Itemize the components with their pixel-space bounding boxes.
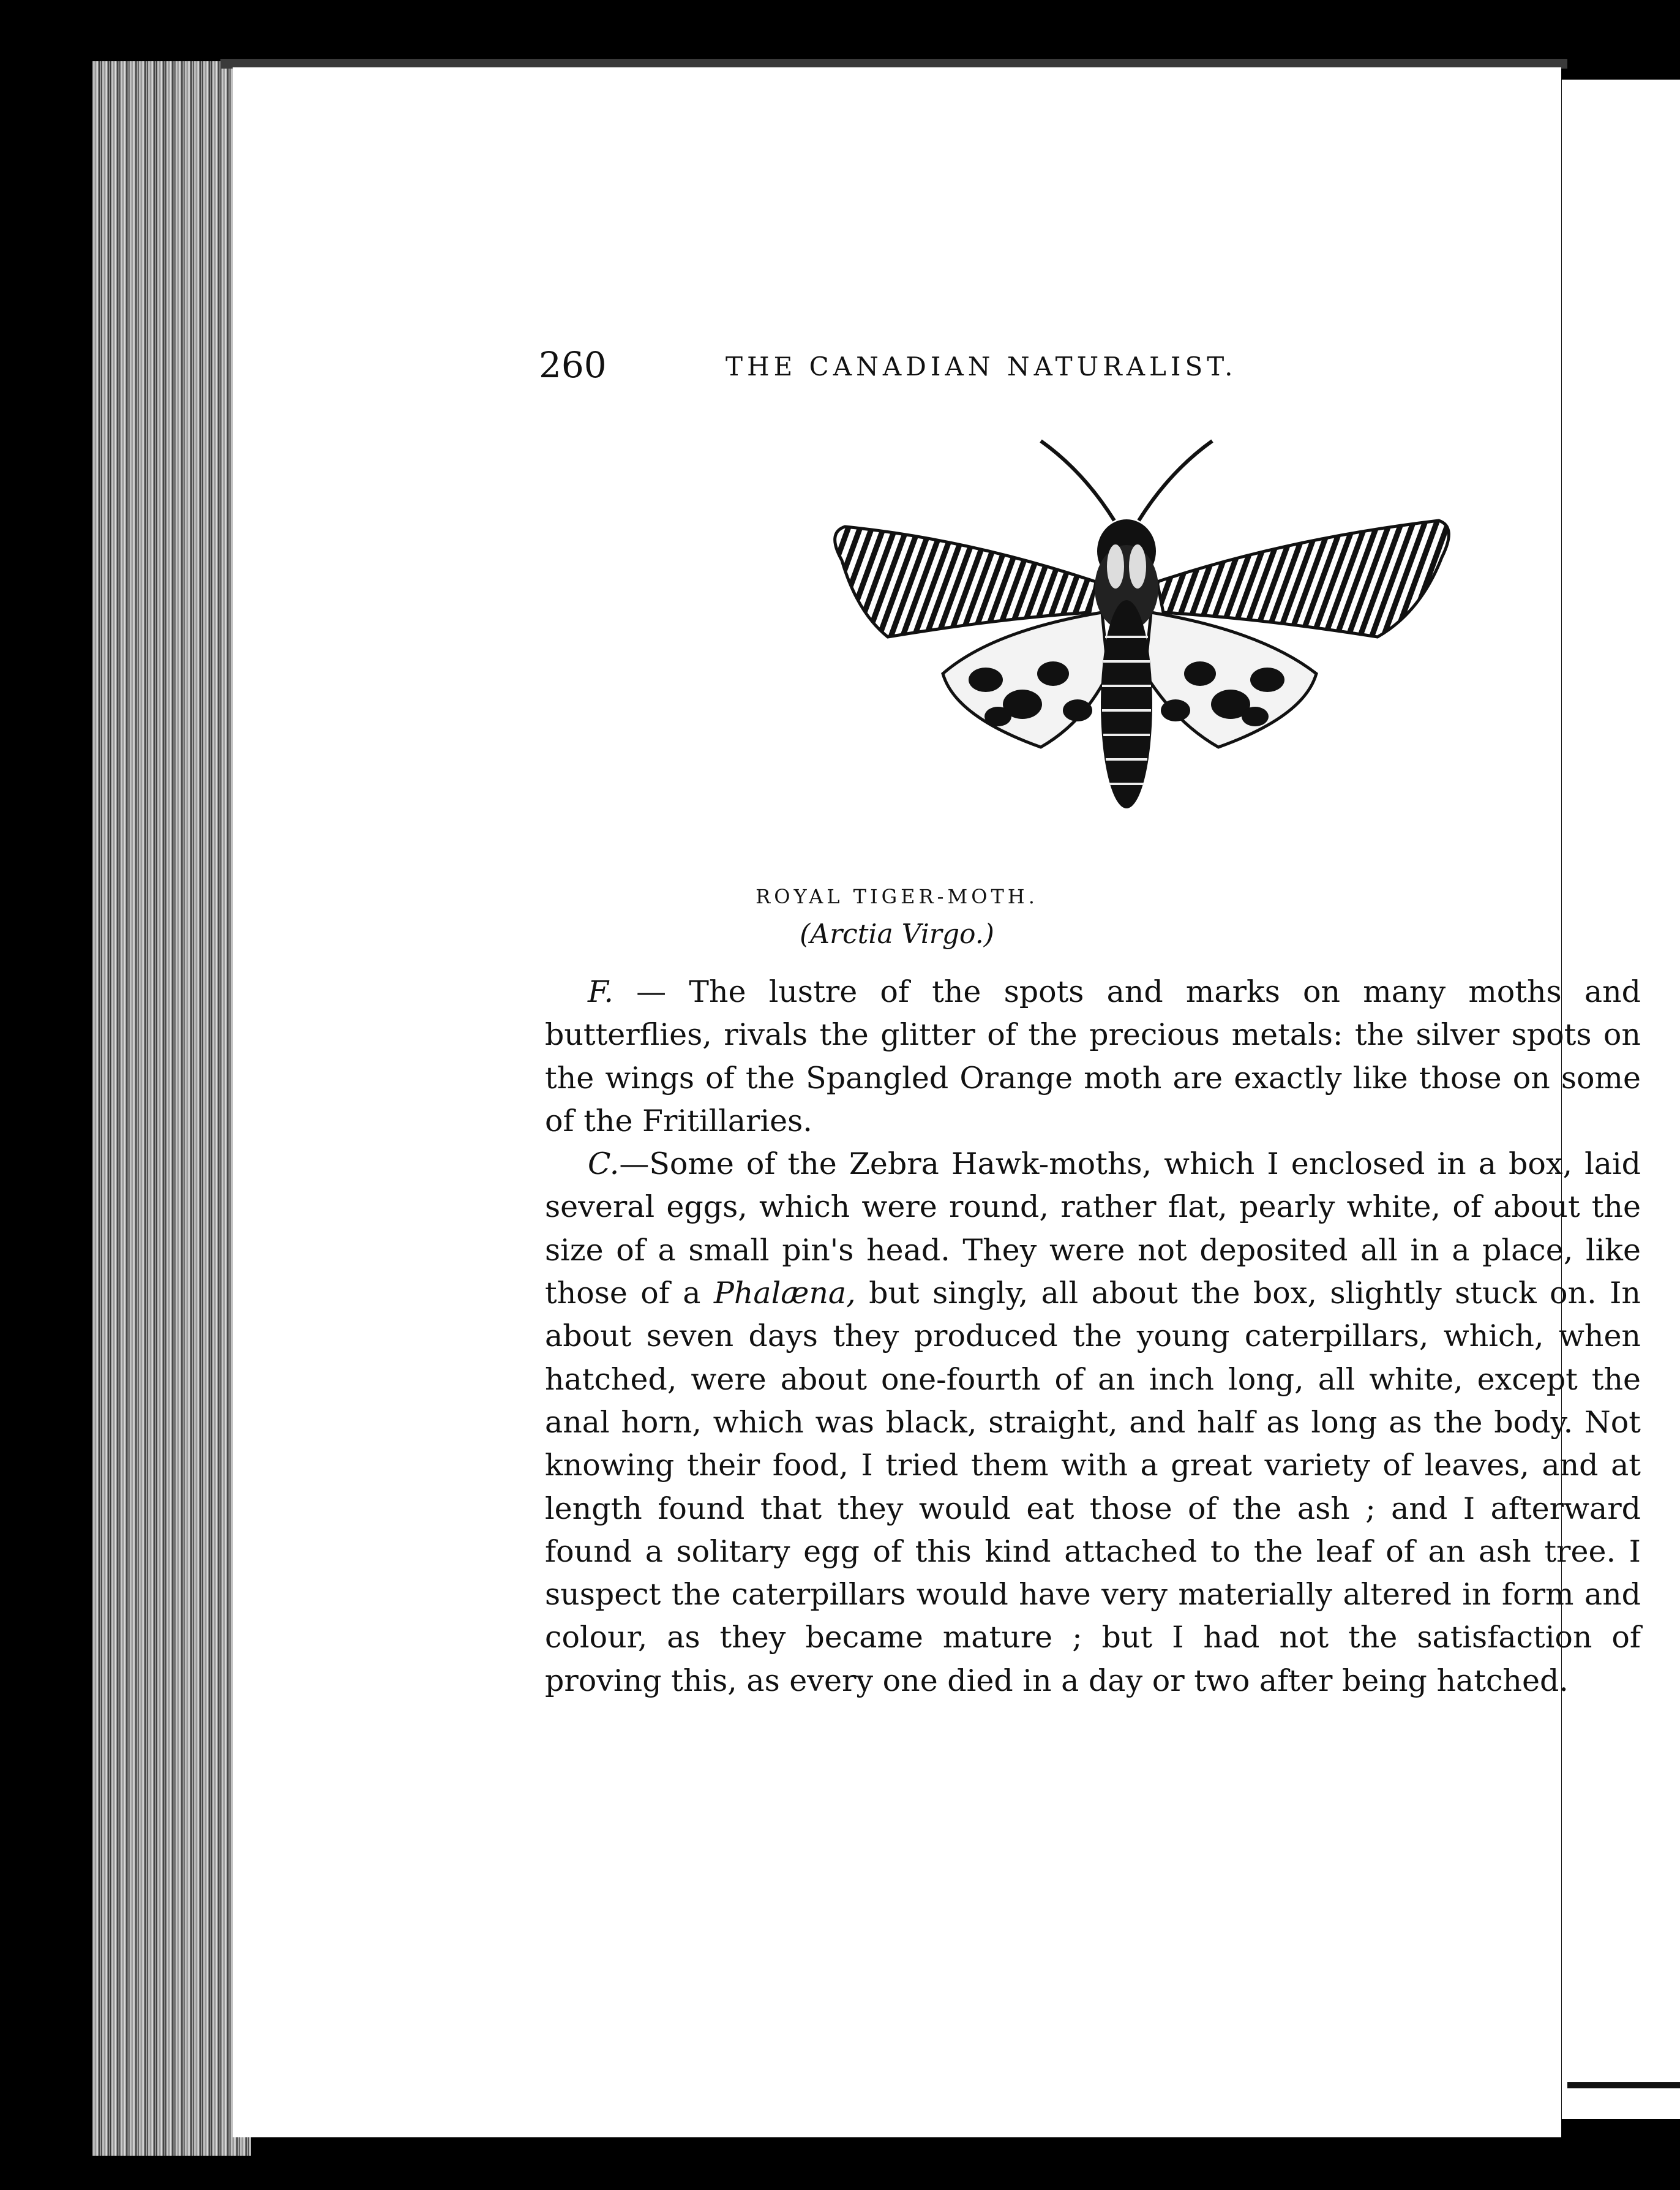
italic-term: Phalæna, xyxy=(713,1276,856,1311)
paragraph-c xyxy=(545,1143,1641,1703)
speaker-label: C. xyxy=(588,1146,620,1182)
figure-caption-latin: (Arctia Virgo.) xyxy=(800,919,994,950)
speaker-label: F. xyxy=(588,974,613,1009)
running-title: THE CANADIAN NATURALIST. xyxy=(726,352,1237,382)
figure-caption-title: ROYAL TIGER-MOTH. xyxy=(756,885,1038,908)
book-page-edges xyxy=(92,61,251,2156)
facing-page-bottom-edge xyxy=(1567,2082,1680,2088)
page-number: 260 xyxy=(539,344,607,386)
paragraph-f xyxy=(545,971,1641,1143)
moth-illustration xyxy=(600,429,1592,845)
book-page xyxy=(233,67,1641,2137)
paragraph-text-continued: but singly, all about the box, slightly stuck on. In about seven days they produced the young caterpillars, which, when hatched, were about one-fourth of an inch long, all white, except the anal horn, which was black, straight, and half as long as the body. Not knowing their food, I tried them with a great variety of leaves, and at length found that they would eat those of the ash ; and I afterward found a solitary egg of this kind attached to the leaf of an ash tree. I suspect the caterpillars would have very materially altered in form and colour, as they became mature ; but I had not the satisfaction of proving this, as every one died in a day or two after being hatched. xyxy=(545,1276,1641,1698)
paragraph-text: —Some of the Zebra Hawk-moths, which I enclosed in a box, laid several eggs, which were round, rather flat, pearly white, of about the size of a small pin's head. They were not deposited all in a place, like those of a xyxy=(545,1146,1641,1311)
body-text xyxy=(545,971,1641,1703)
paragraph-text: — The lustre of the spots and marks on many moths and butterflies, rivals the glitter of the precious metals: the silver spots on the wings of the Spangled Orange moth are exactly like those on some of the Fritillaries. xyxy=(545,974,1641,1138)
running-head xyxy=(233,344,1561,393)
